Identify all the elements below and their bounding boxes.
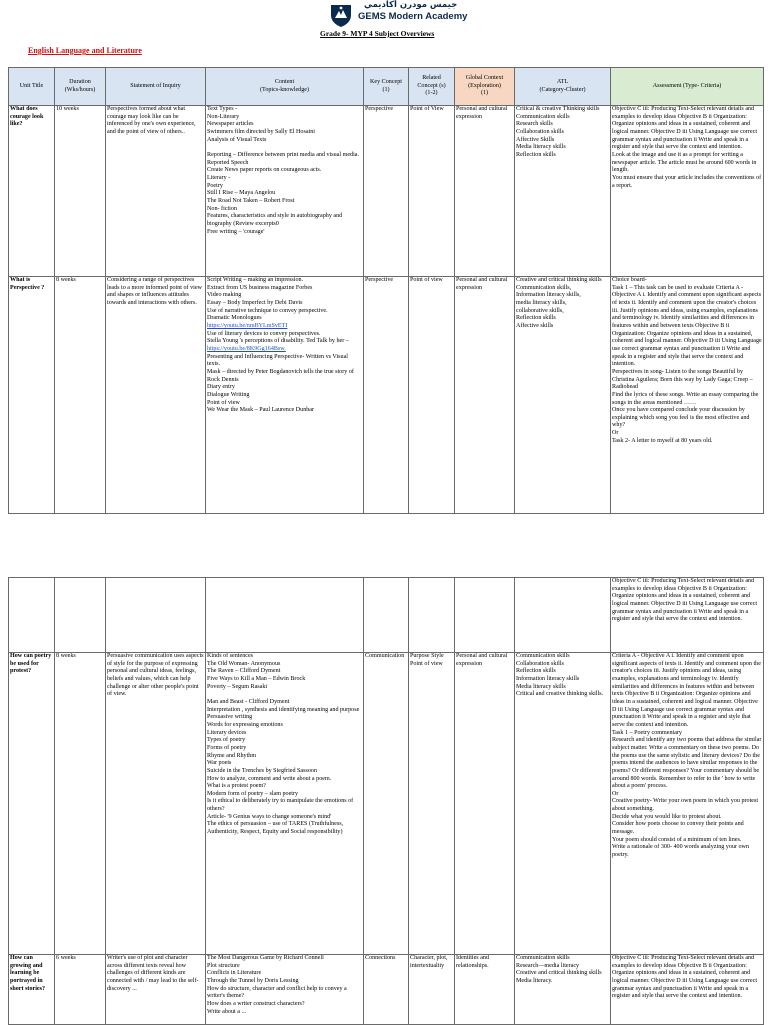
atl-cell: Communication skills Collaboration skills Reflection skills Information literacy skills Media literacy skills Critical and creative thinking skills. xyxy=(515,653,611,955)
col-header-unit-title: Unit Title xyxy=(9,68,55,106)
related-concept-cell: Point of view xyxy=(409,277,455,514)
subject-heading: English Language and Literature xyxy=(28,46,142,55)
empty-cell xyxy=(455,578,515,653)
duration-cell: 8 weeks xyxy=(55,277,106,514)
empty-cell xyxy=(364,578,409,653)
duration-cell: 10 weeks xyxy=(55,106,106,277)
related-concept-cell: Point of View xyxy=(409,106,455,277)
inquiry-cell: Considering a range of perspectives leads to a more informed point of view and shapes or influences attitudes towards and interactions with others. xyxy=(106,277,206,514)
content-cell: Text Types - Non-Literary Newspaper articles Swimmers film directed by Sally El Hosaini Analysis of Visual Texts Reporting – Difference between print media and visual media. Reported Speech Create News paper reports on courageous acts. Literary - Poetry Still I Rise – Maya Angelou The Road Not Taken – Robert Frost Non- fiction Features, characteristics and style in autobiography and biography (Review excerpts0 Free writing – 'courage' xyxy=(206,106,364,277)
assessment-cell: Objective C iii: Producing Text-Select relevant details and examples to develop ideas Objective B ii Organization: Organize opinions and ideas in a sustained, coherent and logical manner. Objective D iii Using Language use correct grammar syntax and punctuation ii Write and speak in a register and style that serve the context and intention. Look at the image and use it as a prompt for writing a newspaper article. The article must be around 600 words in length. You must ensure that your article includes the conventions of a report. xyxy=(611,106,764,277)
logo-english-text: GEMS Modern Academy xyxy=(358,11,468,22)
table-row xyxy=(9,578,764,653)
empty-cell xyxy=(55,578,106,653)
table-row xyxy=(9,653,764,955)
key-concept-cell: Perspective xyxy=(364,277,409,514)
assessment-cell: Objective C iii: Producing Text-Select relevant details and examples to develop ideas Objective B ii Organization: Organize opinions and ideas in a sustained, coherent and logical manner. Objective D iii Using Language use correct grammar syntax and punctuation ii Write and speak in a register and style that serve the context and intention. xyxy=(611,955,764,1025)
subject-overview-table-page-1 xyxy=(8,67,764,514)
col-header-atl: ATL (Category-Cluster) xyxy=(515,68,611,106)
global-context-cell: Personal and cultural expression xyxy=(455,277,515,514)
table-row xyxy=(9,106,764,277)
assessment-cell: Objective C iii: Producing Text-Select relevant details and examples to develop ideas Objective B ii Organization: Organize opinions and ideas in a sustained, coherent and logical manner. Objective D iii Using Language use correct grammar syntax and punctuation ii Write and speak in a register and style that serve the context and intention. xyxy=(611,578,764,653)
assessment-cell: Criteria A - Objective A i. Identify and comment upon significant aspects of texts ii. Identify and comment upon the creator's choices iii. Justify opinions and ideas, using examples, explanations and terminology iv. Identify similarities and differences in features within and between texts Objective B ii Organization: Organize opinions and ideas in a sustained, coherent and logical manner. Objective D iii Using Language use correct grammar syntax and punctuation ii Write and speak in a register and style that serve the context and intention. Task 1 – Poetry commentary Research and identify any two poems that address the similar subject matter. Write a commentary on these two poems. Do the poems use the same stylistic and literary devices? Do the poems intend the audiences to have similar responses to the poems? Or different responses? Your commentary should be around 800 words. Remember to refer to the ' how to write about a poem' process. Or Creative poetry- Write your own poem in which you protest about something. Decide what you would like to protest about. Consider how poets choose to convey their points and message. Your poem should consist of a minimum of ten lines. Write a rationale of 300- 400 words analyzing your own poetry. xyxy=(611,653,764,955)
table-row xyxy=(9,277,764,514)
unit-title-cell: How can growing and learning be portrayed in short stories? xyxy=(9,955,55,1025)
global-context-cell: Personal and cultural expression xyxy=(455,106,515,277)
gems-shield-logo-icon xyxy=(328,2,354,28)
col-header-statement-of-inquiry: Statement of Inquiry xyxy=(106,68,206,106)
ted-talk-link[interactable]: https://youtu.be/8K9Gg164Bsw. xyxy=(207,345,286,352)
empty-cell xyxy=(409,578,455,653)
content-cell: Kinds of sentences The Old Woman- Anonymous The Raven – Clifford Dyment Five Ways to Kill a Man – Edwin Brock Poverty – Segum Rasaki Man and Beast - Clifford Dyment Interpretation , synthesis and identifying meaning and purpose Persuasive writing Words for expressing emotions Literary devices Types of poetry Forms of poetry Rhyme and Rhythm War poets Suicide in the Trenches by Siegfried Sassoon How to analyze, comment and write about a poem. What is a protest poem? Modern form of poetry – slam poetry Is it ethical to deliberately try to manipulate the emotions of others? Article- '9 Genius ways to change someone's mind' The ethics of persuasion – use of TARES (Truthfulness, Authenticity, Respect, Equity and Social responsibility) xyxy=(206,653,364,955)
related-concept-cell: Character, plot, intertextuality xyxy=(409,955,455,1025)
unit-title-cell: What is Perspective ? xyxy=(9,277,55,514)
unit-title-cell: What does courage look like? xyxy=(9,106,55,277)
atl-cell: Critical & creative Thinking skills Communication skills Research skills Collaboration skills Affective Skills Media literacy skills Reflection skills xyxy=(515,106,611,277)
logo-arabic-text: جيمس مودرن أكاديمي xyxy=(364,0,458,10)
subject-overview-table-page-2 xyxy=(8,577,764,1025)
col-header-related-concept: Related Concept (s) (1-2) xyxy=(409,68,455,106)
col-header-content: Content (Topics-knowledge) xyxy=(206,68,364,106)
table-row xyxy=(9,955,764,1025)
empty-cell xyxy=(106,578,206,653)
content-cell: Script Writing – making an impression. Extract from US business magazine Forbes Video making Essay – Body Imperfect by Debi Davis Use of narrative technique to convey perspective. Dramatic Monologues https://youtu.be/nmBYLmSvETI Use of literary devices to convey perspectives. Stella Young 's perceptions of disability. Ted Talk by her – https://youtu.be/8K9Gg164Bsw. Presenting and Influencing Perspective- Written vs Visual texts. Mask – directed by Peter Bogdanovich tells the true story of Rock Dennis Diary entry Dialogue Writing Point of view We Wear the Mask – Paul Laurence Dunbar xyxy=(206,277,364,514)
key-concept-cell: Perspective xyxy=(364,106,409,277)
global-context-cell: Identities and relationships. xyxy=(455,955,515,1025)
key-concept-cell: Connections xyxy=(364,955,409,1025)
inquiry-cell: Perspectives formed about what courage may look like can be inferenced by one's own experience, and the point of view of others.. xyxy=(106,106,206,277)
global-context-cell: Personal and cultural expression xyxy=(455,653,515,955)
atl-cell: Creative and critical thinking skills Communication skills, Information literacy skills, media literacy skills, collaborative skills, Reflection skills Affective skills xyxy=(515,277,611,514)
header-row xyxy=(9,68,764,106)
content-cell: The Most Dangerous Game by Richard Connell Plot structure Conflicts in Literature Through the Tunnel by Doris Lessing How do structure, character and conflict help to convey a writer's theme? How does a writer construct characters? Write about a ... xyxy=(206,955,364,1025)
duration-cell: 8 weeks xyxy=(55,653,106,955)
document-title: Grade 9- MYP 4 Subject Overviews xyxy=(320,29,435,38)
related-concept-cell: Purpose Style Point of view xyxy=(409,653,455,955)
empty-cell xyxy=(9,578,55,653)
empty-cell xyxy=(515,578,611,653)
duration-cell: 6 weeks xyxy=(55,955,106,1025)
key-concept-cell: Communication xyxy=(364,653,409,955)
assessment-cell: Choice board- Task 1 – This task can be used to evaluate Criteria A - Objective A i. Identify and comment upon significant aspects of texts ii. Identify and comment upon the creator's choices iii. Justify opinions and ideas, using examples, explanations and terminology iv. Identify similarities and differences in features within and between texts Objective B ii Organization: Organize opinions and ideas in a sustained, coherent and logical manner. Objective D iii Using Language use correct grammar syntax and punctuation ii Write and speak in a register and style that serve the context and intention. Perspectives in song- Listen to the songs Beautiful by Christina Aguilera; Born this way by Lady Gaga; Creep – Radiohead Find the lyrics of these songs. Write an essay comparing the songs in the areas mentioned …… Once you have compared conclude your discussion by explaining which song you feel is the most effective and why? Or Task 2- A letter to myself at 80 years old. xyxy=(611,277,764,514)
col-header-key-concept: Key Concept (1) xyxy=(364,68,409,106)
inquiry-cell: Writer's use of plot and character across different texts reveal how challenges of different kinds are connected with / may lead to the self-discovery ... xyxy=(106,955,206,1025)
col-header-global-context: Global Context (Exploration) (1) xyxy=(455,68,515,106)
col-header-duration: Duration (Wks/hours) xyxy=(55,68,106,106)
unit-title-cell: How can poetry be used for protest? xyxy=(9,653,55,955)
col-header-assessment: Assessment (Type- Criteria) xyxy=(611,68,764,106)
empty-cell xyxy=(206,578,364,653)
inquiry-cell: Persuasive communication uses aspects of style for the purpose of expressing personal and cultural ideas, feelings, beliefs and values, which can help challenge or alter other people's point of view. xyxy=(106,653,206,955)
atl-cell: Communication skills Research—media literacy Creative and critical thinking skills Media literacy. xyxy=(515,955,611,1025)
video-link[interactable]: https://youtu.be/nmBYLmSvETI xyxy=(207,322,288,329)
